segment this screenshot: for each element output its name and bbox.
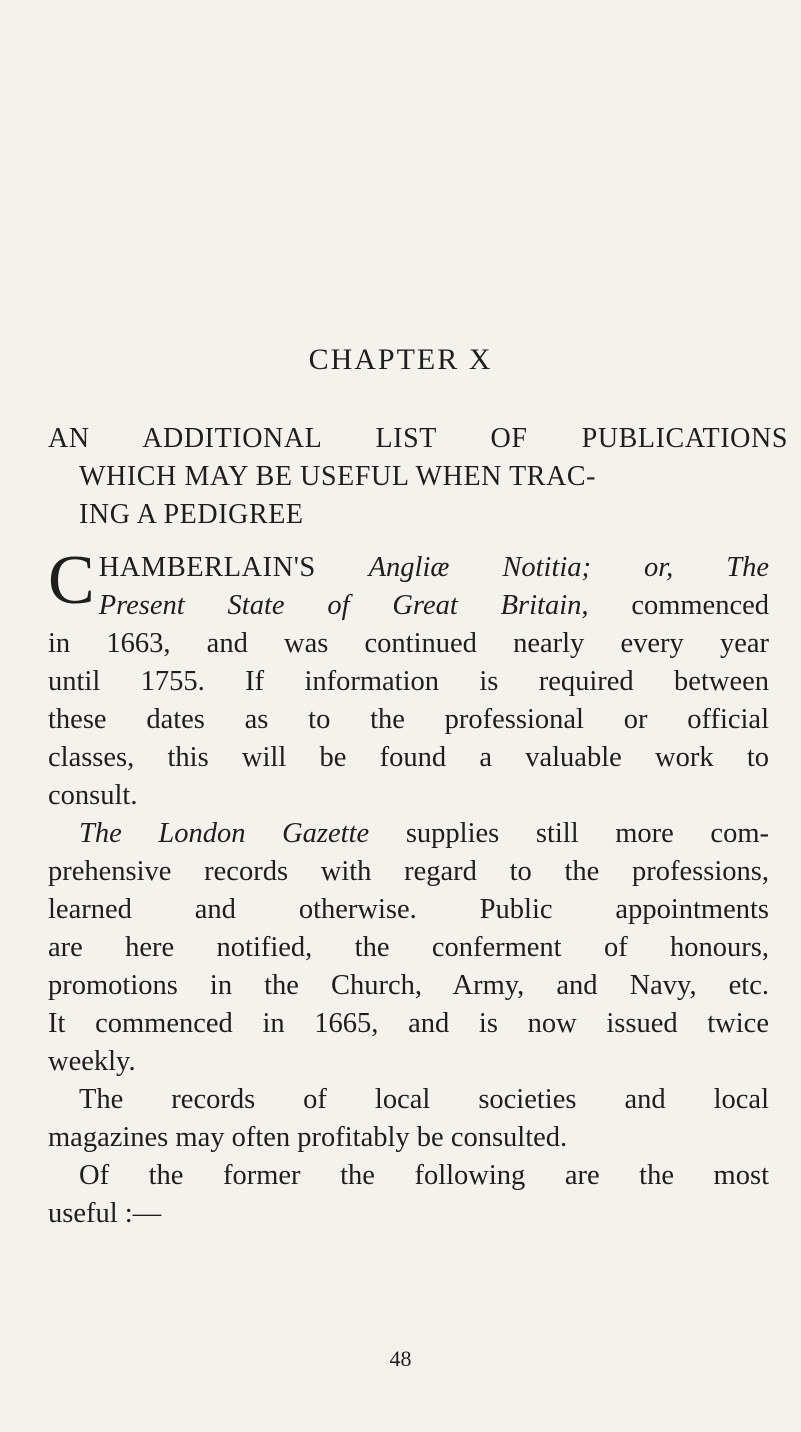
heading-line: WHICH MAY BE USEFUL WHEN TRAC- (79, 461, 597, 492)
text-line: until 1755. If information is required between (48, 666, 769, 697)
text-run: or, (643, 552, 674, 583)
italic-title: Present State of Great Britain, (98, 590, 589, 621)
text-line: in 1663, and was continued nearly every year (48, 628, 769, 659)
text-line: Of the former the following are the most (79, 1160, 769, 1191)
chapter-heading (48, 420, 788, 534)
paragraph-gazette (48, 815, 769, 1081)
text-line: classes, this will be found a valuable work to (48, 742, 769, 773)
italic-title: Angliæ Notitia; (368, 552, 592, 583)
text-line: The records of local societies and local (79, 1084, 769, 1115)
italic-title: The London Gazette (79, 818, 370, 849)
text-line: these dates as to the professional or official (48, 704, 769, 735)
heading-line: AN ADDITIONAL LIST OF PUBLICATIONS (48, 423, 788, 454)
text-line: are here notified, the conferment of honours, (48, 932, 769, 963)
page-number: 48 (389, 1346, 412, 1371)
text-run: HAMBERLAIN'S (98, 552, 316, 583)
paragraph-chamberlain (48, 542, 769, 815)
italic-title: The (726, 552, 769, 583)
text-line: useful :— (48, 1198, 162, 1229)
text-line: consult. (48, 780, 138, 811)
text-run: supplies still more com- (405, 818, 769, 849)
drop-cap: C (48, 542, 95, 619)
text-line (48, 549, 769, 587)
text-line (48, 815, 769, 853)
body-text (48, 542, 769, 1233)
text-line: It commenced in 1665, and is now issued twice (48, 1008, 769, 1039)
text-line: prehensive records with regard to the professions, (48, 856, 769, 887)
chapter-title: CHAPTER X (308, 343, 493, 376)
text-run: commenced (631, 590, 769, 621)
paragraph-local-records (48, 1081, 769, 1157)
text-line: promotions in the Church, Army, and Navy, etc. (48, 970, 769, 1001)
paragraph-former (48, 1157, 769, 1233)
text-line: learned and otherwise. Public appointments (48, 894, 769, 925)
text-line: magazines may often profitably be consulted. (48, 1122, 568, 1153)
text-line: weekly. (48, 1046, 136, 1077)
text-line (48, 587, 769, 625)
heading-line: ING A PEDIGREE (79, 499, 304, 530)
